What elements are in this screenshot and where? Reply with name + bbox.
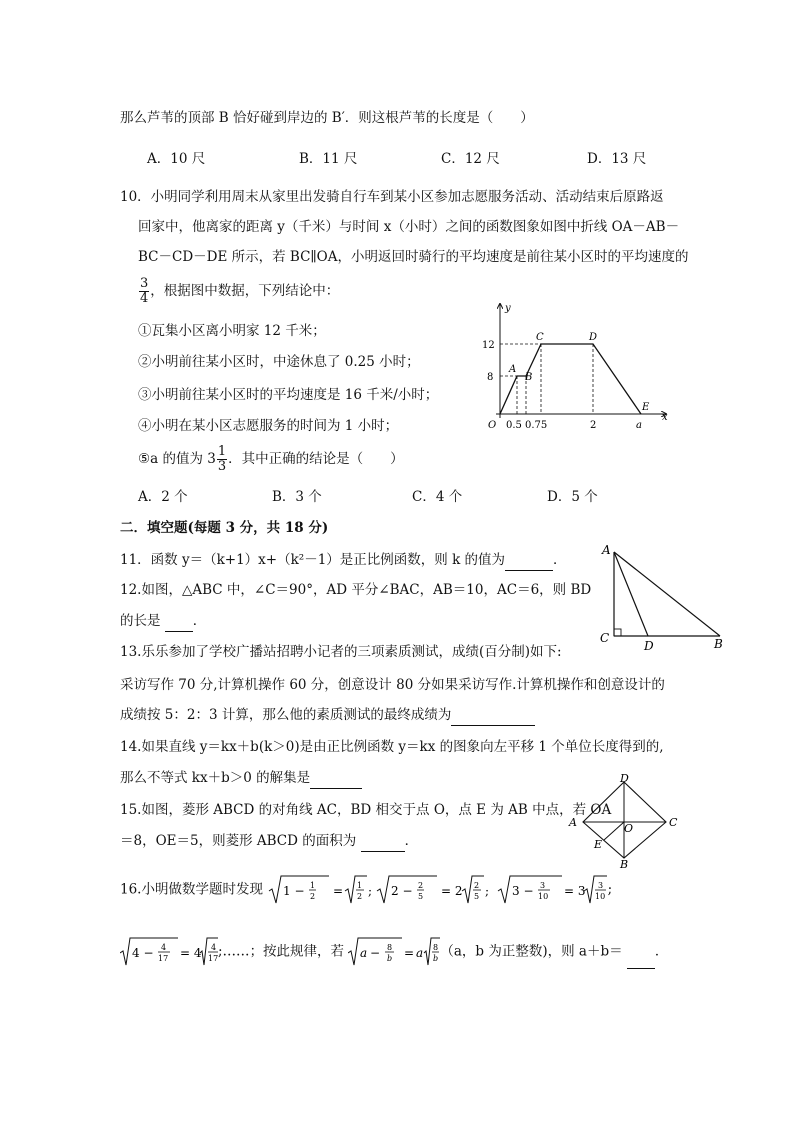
q14-line-2: 那么不等式 kx＋b＞0 的解集是 bbox=[120, 768, 362, 789]
point-a-label: A bbox=[509, 364, 517, 375]
origin-label: O bbox=[488, 420, 497, 431]
q9-text: 那么芦苇的顶部 B 恰好碰到岸边的 B′．则这根芦苇的长度是（ ） bbox=[120, 110, 534, 126]
svg-text:1: 1 bbox=[357, 881, 363, 890]
q15-line-1: 15.如图，菱形 ABCD 的对角线 AC，BD 相交于点 O，点 E 为 AB 中点，若 OA bbox=[120, 802, 612, 818]
point-d-label: D bbox=[589, 332, 598, 343]
q10-line-1: 10．小明同学利用周末从家里出发骑自行车到某小区参加志愿服务活动、活动结束后原路返 bbox=[120, 189, 664, 205]
svg-text:1 −: 1 − bbox=[283, 884, 305, 898]
svg-text:2: 2 bbox=[418, 881, 424, 890]
q10-option-b: B．3 个 bbox=[272, 489, 322, 505]
label-b: B bbox=[714, 637, 723, 651]
svg-text:10: 10 bbox=[537, 892, 548, 901]
q10-line-4: $\frac{3}{4}$ ，根据图中数据，下列结论中： bbox=[140, 276, 340, 306]
x-tick-2: 2 bbox=[590, 420, 597, 431]
y-tick-12: 12 bbox=[482, 340, 495, 351]
graph-polyline bbox=[500, 344, 641, 414]
q10-option-d: D．5 个 bbox=[547, 489, 598, 505]
svg-text:= 3: = 3 bbox=[563, 884, 586, 898]
q15-answer-blank bbox=[361, 831, 405, 852]
q12-line-1: 12.如图，△ABC 中，∠C＝90°，AD 平分∠BAC，AB＝10，AC＝6，则 BD bbox=[120, 582, 592, 598]
svg-text:3: 3 bbox=[539, 881, 545, 890]
q10-statement-1: ①瓦集小区离小明家 12 千米； bbox=[138, 323, 326, 339]
svg-text:2: 2 bbox=[357, 892, 363, 901]
q14-answer-blank bbox=[310, 768, 362, 789]
svg-text:3: 3 bbox=[597, 881, 603, 890]
svg-text:;: ; bbox=[485, 884, 490, 898]
fraction-one-third: $\frac{1}{3}$ bbox=[217, 444, 227, 474]
q13-answer-blank bbox=[451, 705, 535, 726]
q10-statement-5: ⑤a 的值为 3 $\frac{1}{3}$ ．其中正确的结论是（ ） bbox=[138, 444, 404, 474]
point-b-label: B bbox=[525, 372, 533, 383]
q10-option-c: C．4 个 bbox=[412, 489, 463, 505]
label-a: A bbox=[569, 816, 577, 829]
q10-statement-2: ②小明前往某小区时，中途休息了 0.25 小时； bbox=[138, 354, 420, 370]
q9-option-a: A．10 尺 bbox=[147, 151, 206, 167]
svg-text:4 −: 4 − bbox=[132, 946, 154, 960]
q12-answer-blank bbox=[165, 611, 193, 632]
x-tick-a: a bbox=[636, 420, 642, 431]
point-e-label: E bbox=[642, 402, 650, 413]
q11-answer-blank bbox=[505, 550, 553, 571]
point-c-label: C bbox=[536, 332, 544, 343]
q10-statement-3: ③小明前往某小区时的平均速度是 16 千米/小时； bbox=[138, 387, 439, 403]
svg-text:2: 2 bbox=[474, 881, 480, 890]
sqrt-expression-3 bbox=[120, 935, 218, 969]
label-d: D bbox=[644, 639, 654, 653]
q16-answer-blank bbox=[627, 936, 655, 969]
sqrt-expression-2 bbox=[496, 873, 608, 907]
svg-text:a: a bbox=[416, 946, 424, 960]
label-b: B bbox=[620, 858, 629, 871]
label-e: E bbox=[594, 838, 603, 851]
svg-text:= 4: = 4 bbox=[180, 946, 202, 960]
y-axis-label: y bbox=[505, 303, 511, 314]
x-tick-0.75: 0.75 bbox=[525, 420, 548, 431]
label-o: O bbox=[624, 822, 634, 835]
q14-line-1: 14.如果直线 y＝kx＋b(k＞0)是由正比例函数 y＝kx 的图象向左平移 1 个单位长度得到的, bbox=[120, 739, 664, 755]
svg-text:1: 1 bbox=[310, 881, 316, 890]
svg-text:4: 4 bbox=[161, 943, 167, 952]
section-heading: 二．填空题(每题 3 分，共 18 分) bbox=[120, 520, 329, 536]
svg-text:5: 5 bbox=[418, 892, 424, 901]
x-tick-0.5: 0.5 bbox=[506, 420, 522, 431]
svg-text:−: − bbox=[370, 946, 381, 960]
label-c: C bbox=[600, 631, 610, 645]
y-tick-8: 8 bbox=[487, 372, 494, 383]
q15-rhombus-figure bbox=[566, 772, 686, 872]
svg-text:= 2: = 2 bbox=[441, 884, 463, 898]
q10-statement-4: ④小明在某小区志愿服务的时间为 1 小时； bbox=[138, 418, 399, 434]
svg-text:17: 17 bbox=[208, 954, 218, 963]
q10-line-2: 回家中，他离家的距离 y（千米）与时间 x（小时）之间的函数图象如图中折线 OA－AB－ bbox=[138, 219, 680, 235]
q16-line-2: 4 − 4 17 = 4 4 17 ;……；按此规律，若 a − 8 b = a 8 b （a，b 为正整数)，则 a＋b＝ ． bbox=[120, 935, 668, 969]
svg-text:=: = bbox=[404, 946, 415, 960]
q10-line-3: BC－CD－DE 所示，若 BC∥OA，小明返回时骑行的平均速度是前往某小区时的平均速度的 bbox=[138, 249, 689, 265]
svg-text:17: 17 bbox=[158, 954, 169, 963]
q15-line-2: ＝8，OE＝5，则菱形 ABCD 的面积为 ． bbox=[120, 831, 418, 852]
q13-line-2: 采访写作 70 分,计算机操作 60 分，创意设计 80 分如果采访写作.计算机操作和创意设计的 bbox=[120, 677, 665, 693]
svg-text:8: 8 bbox=[387, 943, 393, 952]
q9-option-b: B．11 尺 bbox=[299, 151, 358, 167]
q9-option-d: D．13 尺 bbox=[587, 151, 647, 167]
svg-text:b: b bbox=[433, 954, 439, 963]
label-c: C bbox=[669, 816, 678, 829]
label-a: A bbox=[602, 543, 611, 557]
svg-text:4: 4 bbox=[211, 943, 217, 952]
svg-text:5: 5 bbox=[474, 892, 480, 901]
svg-text:2: 2 bbox=[310, 892, 316, 901]
q13-line-1: 13.乐乐参加了学校广播站招聘小记者的三项素质测试，成绩(百分制)如下: bbox=[120, 644, 562, 660]
q9-option-c: C．12 尺 bbox=[441, 151, 500, 167]
sqrt-expression-general bbox=[348, 935, 440, 969]
q11-text: 11．函数 y＝（k+1）x+（k²－1）是正比例函数，则 k 的值为 ． bbox=[120, 550, 567, 571]
svg-text:2 −: 2 − bbox=[391, 884, 413, 898]
q13-line-3: 成绩按 5：2：3 计算，那么他的素质测试的最终成绩为 bbox=[120, 705, 535, 726]
q16-line-1: 16.小明做数学题时发现 1 − 1 2 = 1 2 ; 2 − 2 5 = 2 2 5 ; 3 − 3 10 = 3 3 10 ; bbox=[120, 873, 612, 907]
svg-text:a: a bbox=[360, 946, 368, 960]
label-d: D bbox=[620, 772, 629, 785]
svg-text:8: 8 bbox=[433, 943, 439, 952]
q12-triangle-figure bbox=[594, 540, 734, 655]
svg-text:=: = bbox=[333, 884, 344, 898]
q10-distance-time-graph bbox=[470, 298, 700, 438]
svg-text:3 −: 3 − bbox=[511, 884, 534, 898]
svg-text:b: b bbox=[387, 954, 393, 963]
svg-text:;: ; bbox=[368, 884, 373, 898]
svg-text:10: 10 bbox=[594, 892, 605, 901]
q10-option-a: A．2 个 bbox=[138, 489, 188, 505]
q12-line-2: 的长是 ． bbox=[120, 611, 206, 632]
fraction-three-quarters: $\frac{3}{4}$ bbox=[140, 276, 149, 306]
x-axis-label: x bbox=[662, 412, 668, 423]
